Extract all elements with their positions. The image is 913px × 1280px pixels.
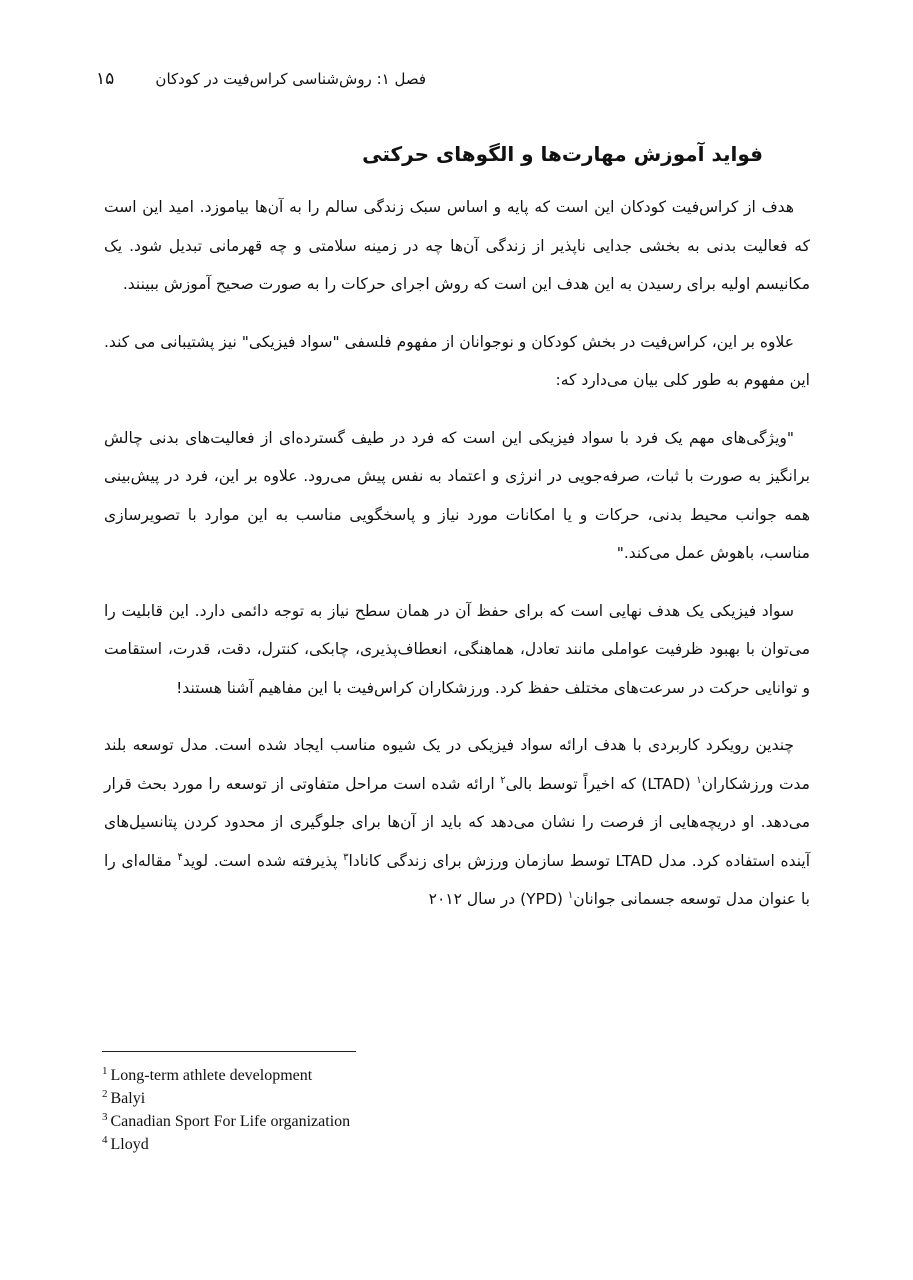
footnote-ref-5: ۱ xyxy=(567,889,574,901)
paragraph-5 xyxy=(104,726,810,919)
footnote-text: Lloyd xyxy=(110,1136,149,1153)
footnote-ref-2: ۲ xyxy=(500,774,506,786)
quote-paragraph: "ویژگی‌های مهم یک فرد با سواد فیزیکی این است که فرد در طیف گسترده‌ای از فعالیت‌های بدنی چالش برانگیز به صورت با ثبات، صرفه‌جویی در انرژی و اعتماد به نفس پیش می‌رود. علاوه بر این، فرد در پیش‌بینی همه جوانب محیط بدنی، حرکات و یا امکانات مورد نیاز و پاسخگویی مناسب به این موارد با تصویرسازی مناسب، باهوش عمل می‌کند." xyxy=(104,428,810,562)
footnote-1 xyxy=(102,1064,702,1087)
paragraph-5-text-5: مقاله‌ای را با عنوان مدل توسعه جسمانی جوانان xyxy=(104,851,810,908)
footnote-3 xyxy=(102,1110,702,1133)
footnote-number: 4 xyxy=(102,1133,108,1146)
paragraph-4: سواد فیزیکی یک هدف نهایی است که برای حفظ آن در همان سطح نیاز به توجه دائمی دارد. این قابلیت را می‌توان با بهبود ظرفیت عواملی مانند تعادل، هماهنگی، انعطاف‌پذیری، چابکی، کنترل، دقت، قدرت، استقامت و توانایی حرکت در سرعت‌های مختلف حفظ کرد. ورزشکاران کراس‌فیت با این مفاهیم آشنا هستند! xyxy=(104,601,810,697)
paragraph-2: علاوه بر این، کراس‌فیت در بخش کودکان و نوجوانان از مفهوم فلسفی "سواد فیزیکی" نیز پشتیبانی می کند. این مفهوم به طور کلی بیان می‌دارد که: xyxy=(104,332,810,389)
paragraph-5-text-6: (YPD) در سال ۲۰۱۲ xyxy=(428,890,568,908)
footnote-4 xyxy=(102,1133,702,1156)
page-number: ۱۵ xyxy=(96,69,115,89)
paragraph-5-text-1: چندین رویکرد کاربردی با هدف ارائه سواد فیزیکی در یک شیوه مناسب ایجاد شده است. مدل توسعه بلند مدت ورزشکاران xyxy=(104,736,810,793)
footnote-text: Canadian Sport For Life organization xyxy=(110,1113,351,1130)
chapter-title: فصل ۱: روش‌شناسی کراس‌فیت در کودکان xyxy=(155,70,426,88)
footnote-separator xyxy=(102,1051,356,1052)
footnote-number: 3 xyxy=(102,1110,108,1123)
paragraph-5-text-4: پذیرفته شده است. لوید xyxy=(182,851,344,870)
footnote-text: Balyi xyxy=(110,1090,146,1107)
paragraph-5-text-3: ارائه شده است مراحل متفاوتی از توسعه را مورد بحث قرار می‌دهد. او دریچه‌هایی از فرصت را نشان می‌دهد که باید از آن‌ها برای جلوگیری از محدود کردن پتانسیل‌های آینده استفاده کرد. مدل LTAD توسط سازمان ورزش برای زندگی کانادا xyxy=(104,774,811,870)
section-title: فواید آموزش مهارت‌ها و الگوهای حرکتی xyxy=(362,142,763,166)
footnote-ref-4: ۴ xyxy=(177,851,183,863)
paragraph-5-text-2: (LTAD) که اخیراً توسط بالی xyxy=(505,774,697,793)
footnote-2 xyxy=(102,1087,702,1110)
paragraph-1: هدف از کراس‌فیت کودکان این است که پایه و اساس سبک زندگی سالم را به آن‌ها بیاموزد. امید این است که فعالیت بدنی به بخشی جدایی ناپذیر از زندگی آن‌ها چه در زمینه سلامتی و چه قهرمانی تبدیل شود. یک مکانیسم اولیه برای رسیدن به این هدف این است که روش اجرای حرکات را به صورت صحیح آموزش ببینند. xyxy=(104,198,810,293)
footnotes xyxy=(102,1064,702,1156)
footnote-ref-3: ۳ xyxy=(343,851,349,863)
footnote-ref-1: ۱ xyxy=(696,774,702,786)
footnote-number: 2 xyxy=(102,1087,108,1100)
body-text xyxy=(104,188,810,938)
running-header xyxy=(96,64,426,94)
footnote-number: 1 xyxy=(102,1064,108,1077)
footnote-text: Long-term athlete development xyxy=(110,1067,313,1084)
